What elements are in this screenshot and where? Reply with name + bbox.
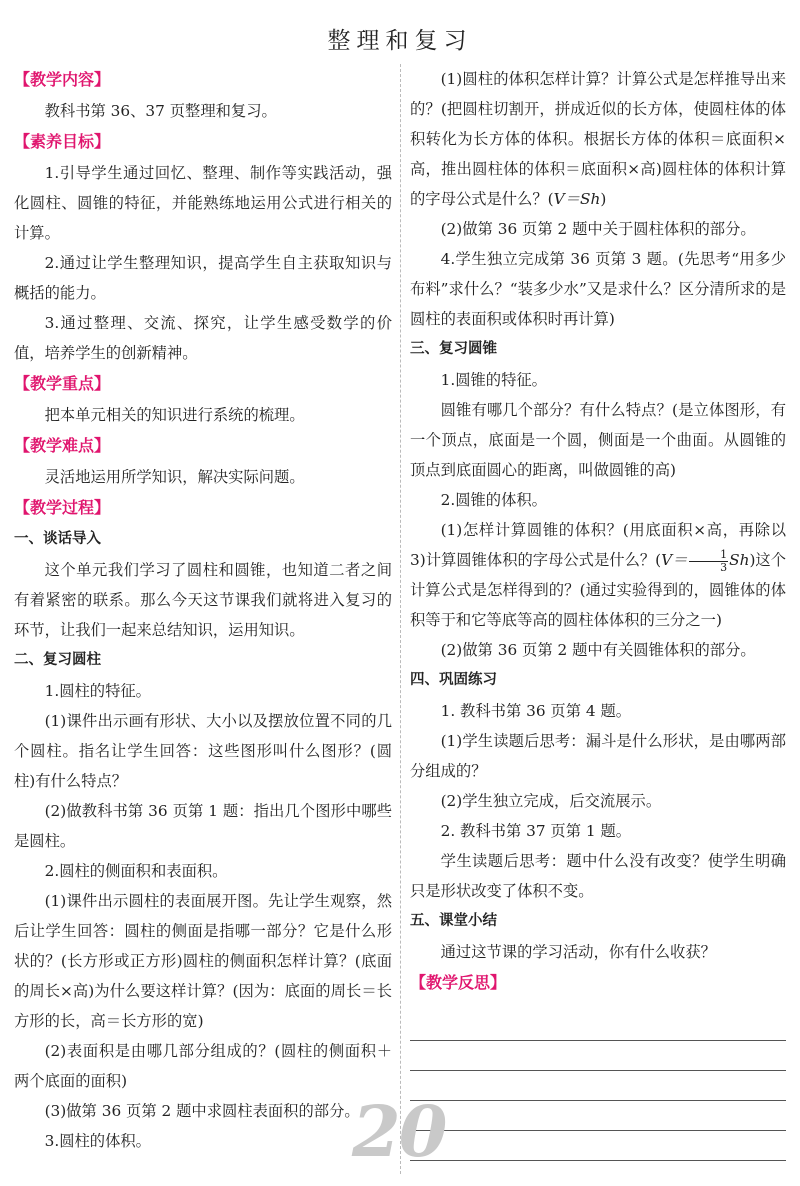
formula-v: V＝ bbox=[661, 551, 688, 569]
text: (1)圆柱的体积怎样计算？计算公式是怎样推导出来的？(把圆柱切割开，拼成近似的长方体，使圆柱体的体积转化为长方体的体积。根据长方体的体积＝底面积×高，推出圆柱体的体积＝底面积×高)圆柱体的体积计算的字母公式是什么？( bbox=[410, 70, 786, 208]
right-column bbox=[410, 64, 786, 1161]
page-title: 整理和复习 bbox=[327, 28, 473, 54]
paragraph: 2.通过让学生整理知识，提高学生自主获取知识与概括的能力。 bbox=[14, 254, 392, 302]
writing-line bbox=[410, 1041, 786, 1071]
page-number: 20 bbox=[352, 1090, 446, 1173]
paragraph: 1. 教科书第 36 页第 4 题。 bbox=[440, 702, 632, 720]
writing-line bbox=[410, 1101, 786, 1131]
paragraph: 灵活地运用所学知识，解决实际问题。 bbox=[44, 468, 305, 486]
paragraph: 教科书第 36、37 页整理和复习。 bbox=[44, 102, 277, 120]
writing-line bbox=[410, 1131, 786, 1161]
paragraph: (3)做第 36 页第 2 题中求圆柱表面积的部分。 bbox=[44, 1102, 360, 1120]
text: (1)怎样计算圆锥的体积？(用底面积×高，再除以 3)计算圆锥体积的字母公式是什么？( bbox=[410, 521, 786, 569]
left-column bbox=[14, 64, 392, 1156]
paragraph: 1.圆锥的特征。 bbox=[440, 371, 547, 389]
paragraph: (1)学生读题后思考：漏斗是什么形状，是由哪两部分组成的？ bbox=[410, 732, 786, 780]
paragraph: (1)课件出示圆柱的表面展开图。先让学生观察，然后让学生回答：圆柱的侧面是指哪一部分？它是什么形状的？(长方形或正方形)圆柱的侧面积怎样计算？(底面的周长×高)为什么要这样计算？(因为：底面的周长＝长方形的长，高＝长方形的宽) bbox=[14, 892, 392, 1030]
column-divider bbox=[400, 64, 401, 1174]
fraction-denominator: 3 bbox=[720, 560, 728, 574]
paragraph: 3.圆柱的体积。 bbox=[44, 1132, 151, 1150]
paragraph: (2)表面积是由哪几部分组成的？(圆柱的侧面积＋两个底面的面积) bbox=[14, 1042, 392, 1090]
paragraph: 1.引导学生通过回忆、整理、制作等实践活动，强化圆柱、圆锥的特征，并能熟练地运用公式进行相关的计算。 bbox=[14, 164, 392, 242]
paragraph-cylinder-volume bbox=[410, 64, 786, 214]
paragraph: (1)课件出示画有形状、大小以及摆放位置不同的几个圆柱。指名让学生回答：这些图形叫什么图形？(圆柱)有什么特点？ bbox=[14, 712, 392, 790]
fraction-numerator: 1 bbox=[689, 549, 729, 562]
section-teaching-process: 【教学过程】 bbox=[14, 498, 111, 517]
paragraph: (2)做第 36 页第 2 题中关于圆柱体积的部分。 bbox=[440, 220, 756, 238]
heading-summary: 五、课堂小结 bbox=[410, 913, 497, 929]
fraction-one-third bbox=[689, 549, 729, 574]
paragraph: 2.圆锥的体积。 bbox=[440, 491, 547, 509]
heading-practice: 四、巩固练习 bbox=[410, 672, 497, 688]
formula-sh: Sh bbox=[729, 551, 750, 569]
paragraph: (2)学生独立完成，后交流展示。 bbox=[440, 792, 662, 810]
text: )这个计算公式是怎样得到的？(通过实验得到的，圆锥体的体积等于和它等底等高的圆柱体体积的三分之一) bbox=[410, 551, 787, 629]
paragraph: 2. 教科书第 37 页第 1 题。 bbox=[440, 822, 632, 840]
paragraph: 2.圆柱的侧面积和表面积。 bbox=[44, 862, 228, 880]
heading-intro: 一、谈话导入 bbox=[14, 531, 101, 547]
paragraph: 通过这节课的学习活动，你有什么收获？ bbox=[440, 943, 716, 961]
paragraph: 圆锥有哪几个部分？有什么特点？(是立体图形，有一个顶点，底面是一个圆，侧面是一个曲面。从圆锥的顶点到底面圆心的距离，叫做圆锥的高) bbox=[410, 401, 786, 479]
paragraph: (2)做第 36 页第 2 题中有关圆锥体积的部分。 bbox=[440, 641, 756, 659]
paragraph: 1.圆柱的特征。 bbox=[44, 682, 151, 700]
paragraph: 这个单元我们学习了圆柱和圆锥，也知道二者之间有着紧密的联系。那么今天这节课我们就将进入复习的环节，让我们一起来总结知识，运用知识。 bbox=[14, 561, 392, 639]
section-teaching-content: 【教学内容】 bbox=[14, 70, 111, 89]
paragraph: 3.通过整理、交流、探究，让学生感受数学的价值，培养学生的创新精神。 bbox=[14, 314, 392, 362]
section-difficulties: 【教学难点】 bbox=[14, 436, 111, 455]
section-literacy-goals: 【素养目标】 bbox=[14, 132, 111, 151]
section-key-points: 【教学重点】 bbox=[14, 374, 111, 393]
section-reflection: 【教学反思】 bbox=[410, 973, 507, 992]
text: ) bbox=[600, 190, 607, 208]
formula-cylinder: V＝Sh bbox=[553, 190, 601, 208]
paragraph: 学生读题后思考：题中什么没有改变？使学生明确只是形状改变了体积不变。 bbox=[410, 852, 786, 900]
paragraph: (2)做教科书第 36 页第 1 题：指出几个图形中哪些是圆柱。 bbox=[14, 802, 392, 850]
writing-line bbox=[410, 1011, 786, 1041]
writing-line bbox=[410, 1071, 786, 1101]
paragraph-cone-volume bbox=[410, 515, 786, 635]
heading-review-cone: 三、复习圆锥 bbox=[410, 341, 497, 357]
paragraph: 4.学生独立完成第 36 页第 3 题。(先思考“用多少布料”求什么？“装多少水”又是求什么？区分清所求的是圆柱的表面积或体积时再计算) bbox=[410, 250, 786, 328]
heading-review-cylinder: 二、复习圆柱 bbox=[14, 652, 101, 668]
reflection-writing-lines bbox=[410, 1011, 786, 1161]
paragraph: 把本单元相关的知识进行系统的梳理。 bbox=[44, 406, 305, 424]
